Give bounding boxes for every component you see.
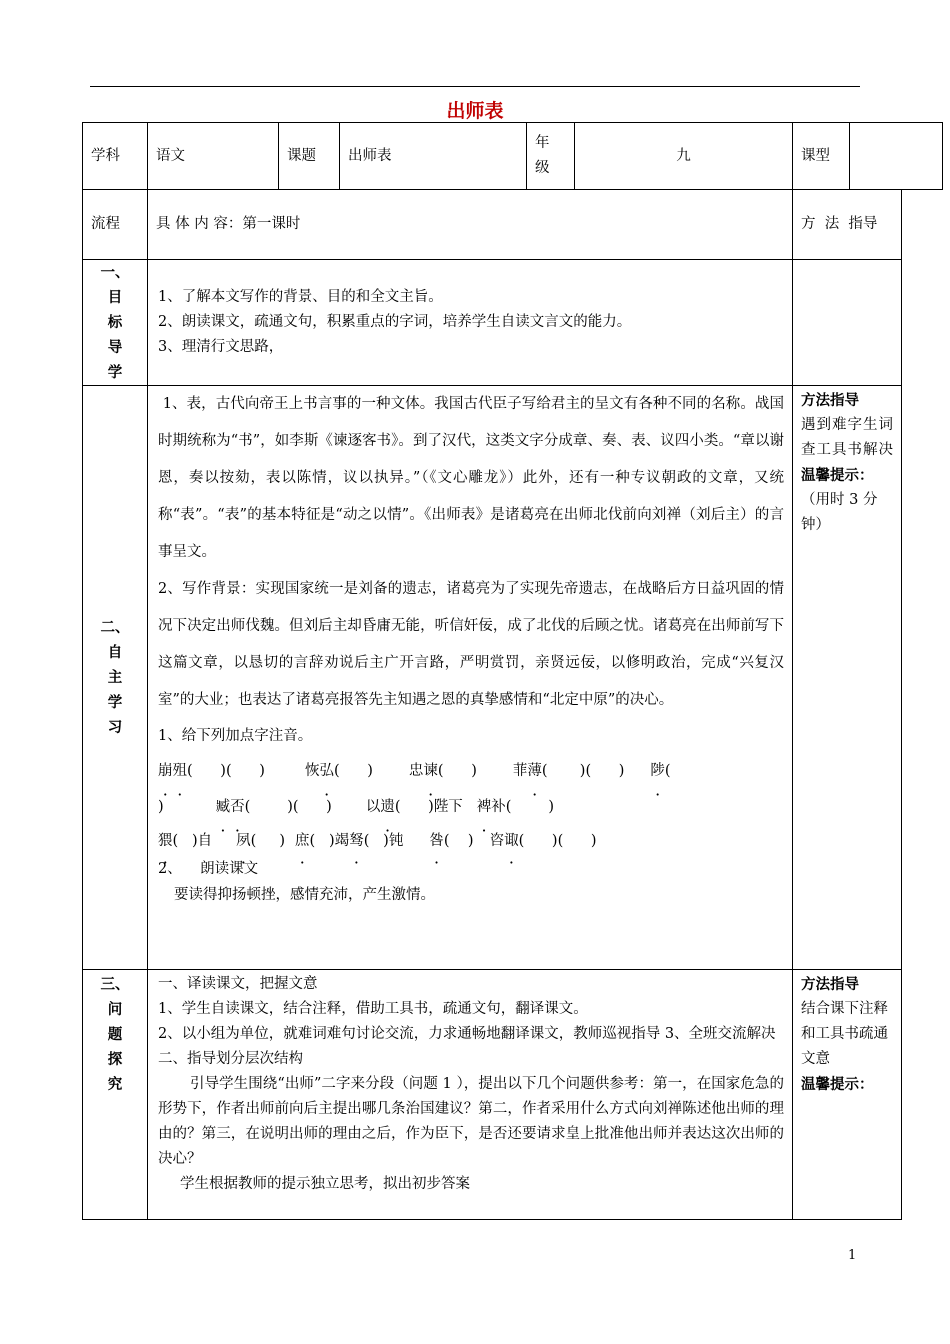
page-number: 1 xyxy=(848,1248,857,1263)
section-goals-label: 一、 目 标 导 学 xyxy=(83,260,148,386)
section-goals-content xyxy=(148,260,793,386)
goal-item: 1、了解本文写作的背景、目的和全文主旨。 xyxy=(158,289,443,305)
section-inquiry xyxy=(83,970,902,1220)
section-inquiry-content xyxy=(148,970,793,1220)
section-inquiry-label: 三、 问 题 探 究 xyxy=(83,970,148,1220)
section-self-study-label: 二、 自 主 学 习 xyxy=(83,386,148,970)
genre-paragraph: 1、表，古代向帝王上书言事的一种文体。我国古代臣子写给君主的呈文有各种不同的名称。战国时期统称为“书”，如李斯《谏逐客书》。到了汉代，这类文字分成章、奏、表、议四小类。“章以谢恩，奏以按劾，表以陈情，议以执异。”（《文心雕龙》）此外，还有一种专议朝政的文章，又统称“表”。“表”的基本特征是“动之以情”。《出师表》是诸葛亮在出师北伐前向刘禅（刘后主）的言事呈文。 xyxy=(158,396,784,560)
task-reading: 2、 朗读课文 xyxy=(158,861,259,877)
topic-label: 课题 xyxy=(279,123,340,190)
grade-label: 年 级 xyxy=(527,123,575,190)
method-text: 结合课下注释和工具书疏通文意 xyxy=(801,1001,888,1067)
lesson-plan-table xyxy=(82,189,902,1220)
inquiry-line: 一、译读课文，把握文意 xyxy=(158,976,318,992)
section-self-study-method xyxy=(793,386,902,970)
subject-label: 学科 xyxy=(83,123,148,190)
section-self-study-content xyxy=(148,386,793,970)
method-text: 遇到难字生词查工具书解决 xyxy=(801,417,894,458)
pinyin-exercise-row: 崩殂( )( ) 恢弘( ) 忠谏( ) 菲薄( )( ) 陟( xyxy=(158,763,671,779)
content-header: 具 体 内 容：第一课时 xyxy=(148,190,793,260)
header-table xyxy=(82,122,943,190)
background-paragraph: 2、写作背景：实现国家统一是刘备的遗志，诸葛亮为了实现先帝遗志，在战略后方日益巩固的情况下决定出师伐魏。但刘后主却昏庸无能，听信奸佞，成了北伐的后顾之忧。诸葛亮在出师前写下这篇文章，以恳切的言辞劝说后主广开言路，严明赏罚，亲贤远佞，以修明政治，完成“兴复汉室”的大业；也表达了诸葛亮报答先主知遇之恩的真挚感情和“北定中原”的决心。 xyxy=(158,581,784,708)
goal-item: 3、理清行文思路， xyxy=(158,339,284,355)
topic-value: 出师表 xyxy=(340,123,527,190)
inquiry-line: 1、学生自读课文，结合注释，借助工具书，疏通文句，翻译课文。 xyxy=(158,1001,588,1017)
header-rule xyxy=(90,86,860,87)
subject-value: 语文 xyxy=(148,123,279,190)
inquiry-line: 二、指导划分层次结构 xyxy=(158,1051,303,1067)
method-title: 方法指导 xyxy=(801,392,859,409)
page-title: 出师表 xyxy=(446,100,504,122)
method-title: 方法指导 xyxy=(801,976,859,993)
task-reading-desc: 要读得抑扬顿挫，感情充沛，产生激情。 xyxy=(174,887,435,903)
inquiry-line: 2、以小组为单位，就难词难句讨论交流，力求通畅地翻译课文，教师巡视指导 3、全班交流解决 xyxy=(158,1026,776,1042)
method-header: 方 法 指导 xyxy=(793,190,902,260)
tip-title: 温馨提示： xyxy=(801,1076,874,1093)
goal-item: 2、朗读课文，疏通文句，积累重点的字词，培养学生自读文言文的能力。 xyxy=(158,314,632,330)
lesson-type-value xyxy=(850,123,943,190)
task-pinyin: 1、给下列加点字注音。 xyxy=(158,728,313,744)
section-inquiry-method xyxy=(793,970,902,1220)
pinyin-exercise-row: 猥( )自 夙( ) 庶( )竭驽( )钝 咎( ) 咨诹( )( ) xyxy=(158,833,597,849)
section-goals xyxy=(83,260,902,386)
lesson-type-label: 课型 xyxy=(793,123,850,190)
flow-row xyxy=(83,190,902,260)
tip-text: （用时 3 分钟） xyxy=(801,492,878,533)
pinyin-exercise-row: ) 臧否( )( ) 以遗( )陛下 裨补( ) xyxy=(158,799,554,815)
section-self-study xyxy=(83,386,902,970)
flow-label: 流程 xyxy=(83,190,148,260)
tip-title: 温馨提示： xyxy=(801,467,874,484)
inquiry-line: 学生根据教师的提示独立思考，拟出初步答案 xyxy=(180,1176,470,1192)
grade-value: 九 xyxy=(575,123,793,190)
section-goals-method xyxy=(793,260,902,386)
inquiry-line: 引导学生围绕“出师”二字来分段（问题 1 ），提出以下几个问题供参考：第一，在国家危急的形势下，作者出师前向后主提出哪几条治国建议？第二，作者采用什么方式向刘禅陈述他出师的理由的？第三，在说明出师的理由之后，作为臣下，是否还要请求皇上批准他出师并表达这次出师的决心？ xyxy=(158,1076,784,1167)
